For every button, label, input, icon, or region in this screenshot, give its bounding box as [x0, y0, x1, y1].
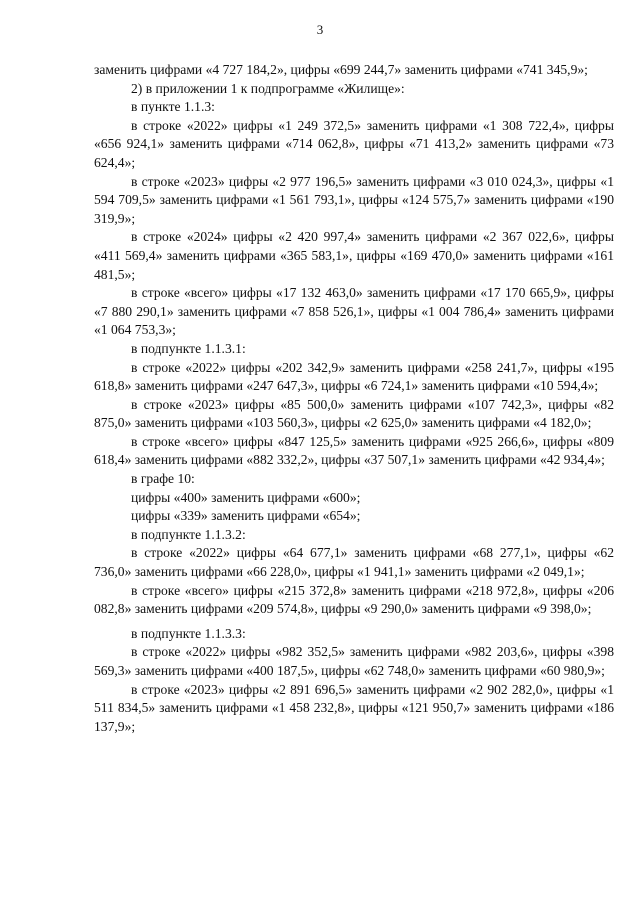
paragraph-14: цифры «339» заменить цифрами «654»; [131, 508, 361, 524]
paragraph-11: в строке «всего» цифры «847 125,5» заменить цифрами «925 266,6», цифры «809 618,4» заменить цифрами «882 332,2», цифры «37 507,1» заменить цифрами «42 934,4»; [94, 433, 614, 468]
paragraph-16: в строке «2022» цифры «64 677,1» заменить цифрами «68 277,1», цифры «62 736,0» заменить цифрами «66 228,0», цифры «1 941,1» заменить цифрами «2 049,1»; [94, 545, 614, 580]
paragraph-5: в строке «2023» цифры «2 977 196,5» заменить цифрами «3 010 024,3», цифры «1 594 709,5» заменить цифрами «1 561 793,1», цифры «124 575,7» заменить цифрами «190 319,9»; [94, 173, 614, 226]
document-body [94, 61, 614, 736]
paragraph-6: в строке «2024» цифры «2 420 997,4» заменить цифрами «2 367 022,6», цифры «411 569,4» заменить цифрами «365 583,1», цифры «169 470,0» заменить цифрами «161 481,5»; [94, 229, 614, 282]
paragraph-13: цифры «400» заменить цифрами «600»; [131, 489, 361, 505]
paragraph-18: в подпункте 1.1.3.3: [131, 625, 246, 641]
paragraph-9: в строке «2022» цифры «202 342,9» заменить цифрами «258 241,7», цифры «195 618,8» заменить цифрами «247 647,3», цифры «6 724,1» заменить цифрами «10 594,4»; [94, 359, 614, 394]
paragraph-2: 2) в приложении 1 к подпрограмме «Жилище»: [131, 80, 405, 96]
paragraph-19: в строке «2022» цифры «982 352,5» заменить цифрами «982 203,6», цифры «398 569,3» заменить цифрами «400 187,5», цифры «62 748,0» заменить цифрами «60 980,9»; [94, 644, 614, 678]
paragraph-1: заменить цифрами «4 727 184,2», цифры «699 244,7» заменить цифрами «741 345,9»; [94, 62, 588, 77]
paragraph-20: в строке «2023» цифры «2 891 696,5» заменить цифрами «2 902 282,0», цифры «1 511 834,5» заменить цифрами «1 458 232,8», цифры «121 950,7» заменить цифрами «186 137,9»; [94, 681, 614, 734]
paragraph-4: в строке «2022» цифры «1 249 372,5» заменить цифрами «1 308 722,4», цифры «656 924,1» заменить цифрами «714 062,8», цифры «71 413,2» заменить цифрами «73 624,4»; [94, 117, 614, 170]
paragraph-10: в строке «2023» цифры «85 500,0» заменить цифрами «107 742,3», цифры «82 875,0» заменить цифрами «103 560,3», цифры «2 625,0» заменить цифрами «4 182,0»; [94, 396, 614, 431]
paragraph-8: в подпункте 1.1.3.1: [131, 340, 246, 356]
paragraph-17: в строке «всего» цифры «215 372,8» заменить цифрами «218 972,8», цифры «206 082,8» заменить цифрами «209 574,8», цифры «9 290,0» заменить цифрами «9 398,0»; [94, 582, 614, 617]
paragraph-7: в строке «всего» цифры «17 132 463,0» заменить цифрами «17 170 665,9», цифры «7 880 290,1» заменить цифрами «7 858 526,1», цифры «1 004 786,4» заменить цифрами «1 064 753,3»; [94, 285, 614, 338]
paragraph-12: в графе 10: [131, 471, 195, 487]
paragraph-3: в пункте 1.1.3: [131, 99, 215, 115]
page-number: 3 [316, 22, 324, 37]
paragraph-15: в подпункте 1.1.3.2: [131, 526, 246, 542]
